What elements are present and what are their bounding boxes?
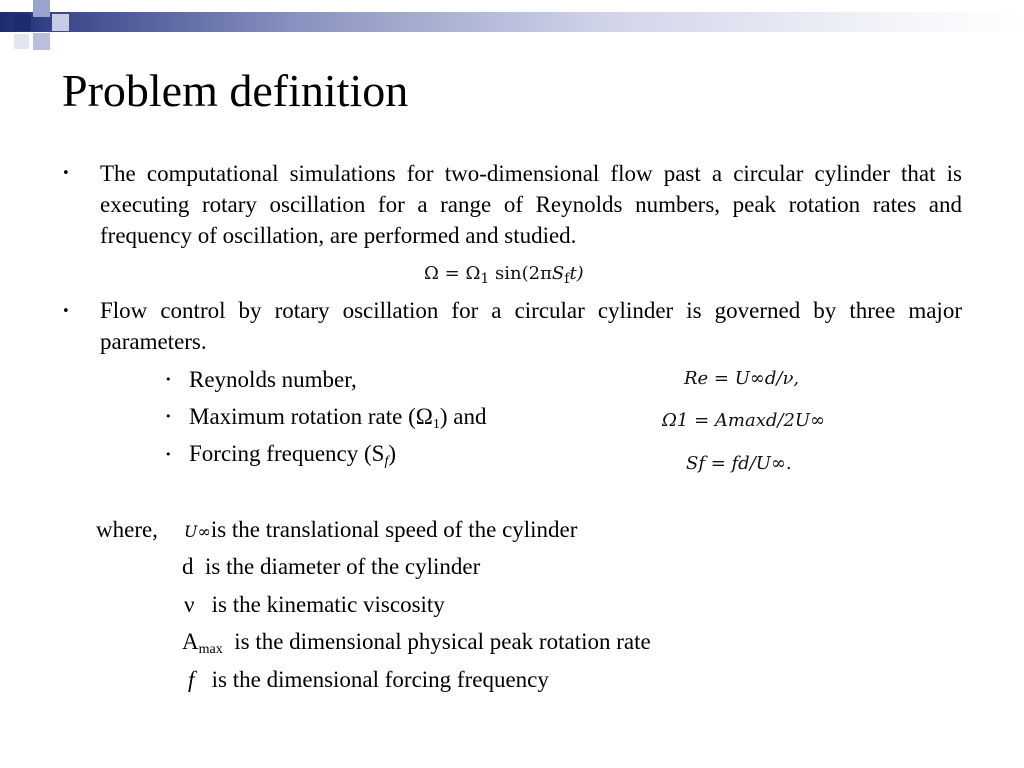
definition-viscosity: ν is the kinematic viscosity — [184, 592, 445, 617]
sub-bullet-marker: • — [165, 373, 172, 386]
decor-square-dark — [14, 14, 31, 31]
bullet-marker: • — [62, 304, 70, 319]
parameter-reynolds-label: Reynolds number, — [189, 367, 357, 392]
definition-where-label: where, — [96, 517, 158, 542]
definition-forcing-frequency: f is the dimensional forcing frequency — [188, 667, 549, 692]
reynolds-equation: Re = U∞d/ν, — [684, 368, 800, 389]
decor-square-light — [33, 0, 50, 17]
parameter-rotation-label: Maximum rotation rate $(\Omega_1)$ and — [189, 404, 487, 432]
bullet-marker: • — [62, 166, 70, 181]
bullet-paragraph: Flow control by rotary oscillation for a circular cylinder is governed by three major parameters. — [100, 298, 962, 354]
parameter-frequency-label: Forcing frequency $(S_f)$ — [189, 441, 397, 469]
bullet-paragraph: The computational simulations for two-dimensional flow past a circular cylinder that is executing rotary oscillation for a range of Reynolds numbers, peak rotation rates and frequency of oscillation, are performed and studied. — [100, 161, 962, 248]
decor-square-light — [14, 34, 29, 49]
definition-diameter: d is the diameter of the cylinder — [182, 554, 481, 579]
rotation-rate-equation: Ω1 = Amaxd/2U∞ — [662, 410, 826, 431]
definition-velocity: U∞is the translational speed of the cylinder — [184, 517, 578, 542]
decor-square-light — [52, 14, 69, 31]
header-gradient-band — [0, 12, 1024, 32]
forcing-frequency-equation: Sf = fd/U∞. — [686, 453, 792, 474]
slide-title: Problem definition — [62, 65, 409, 116]
rotation-equation: $\Omega = \Omega_1$ $\sin(2\pi S_ft)$ — [424, 263, 584, 287]
sub-bullet-marker: • — [165, 448, 172, 461]
sub-bullet-marker: • — [165, 410, 172, 423]
definition-peak-rotation: $A_{max}$ is the dimensional physical peak rotation rate — [182, 629, 651, 657]
decor-square-light — [33, 33, 50, 50]
